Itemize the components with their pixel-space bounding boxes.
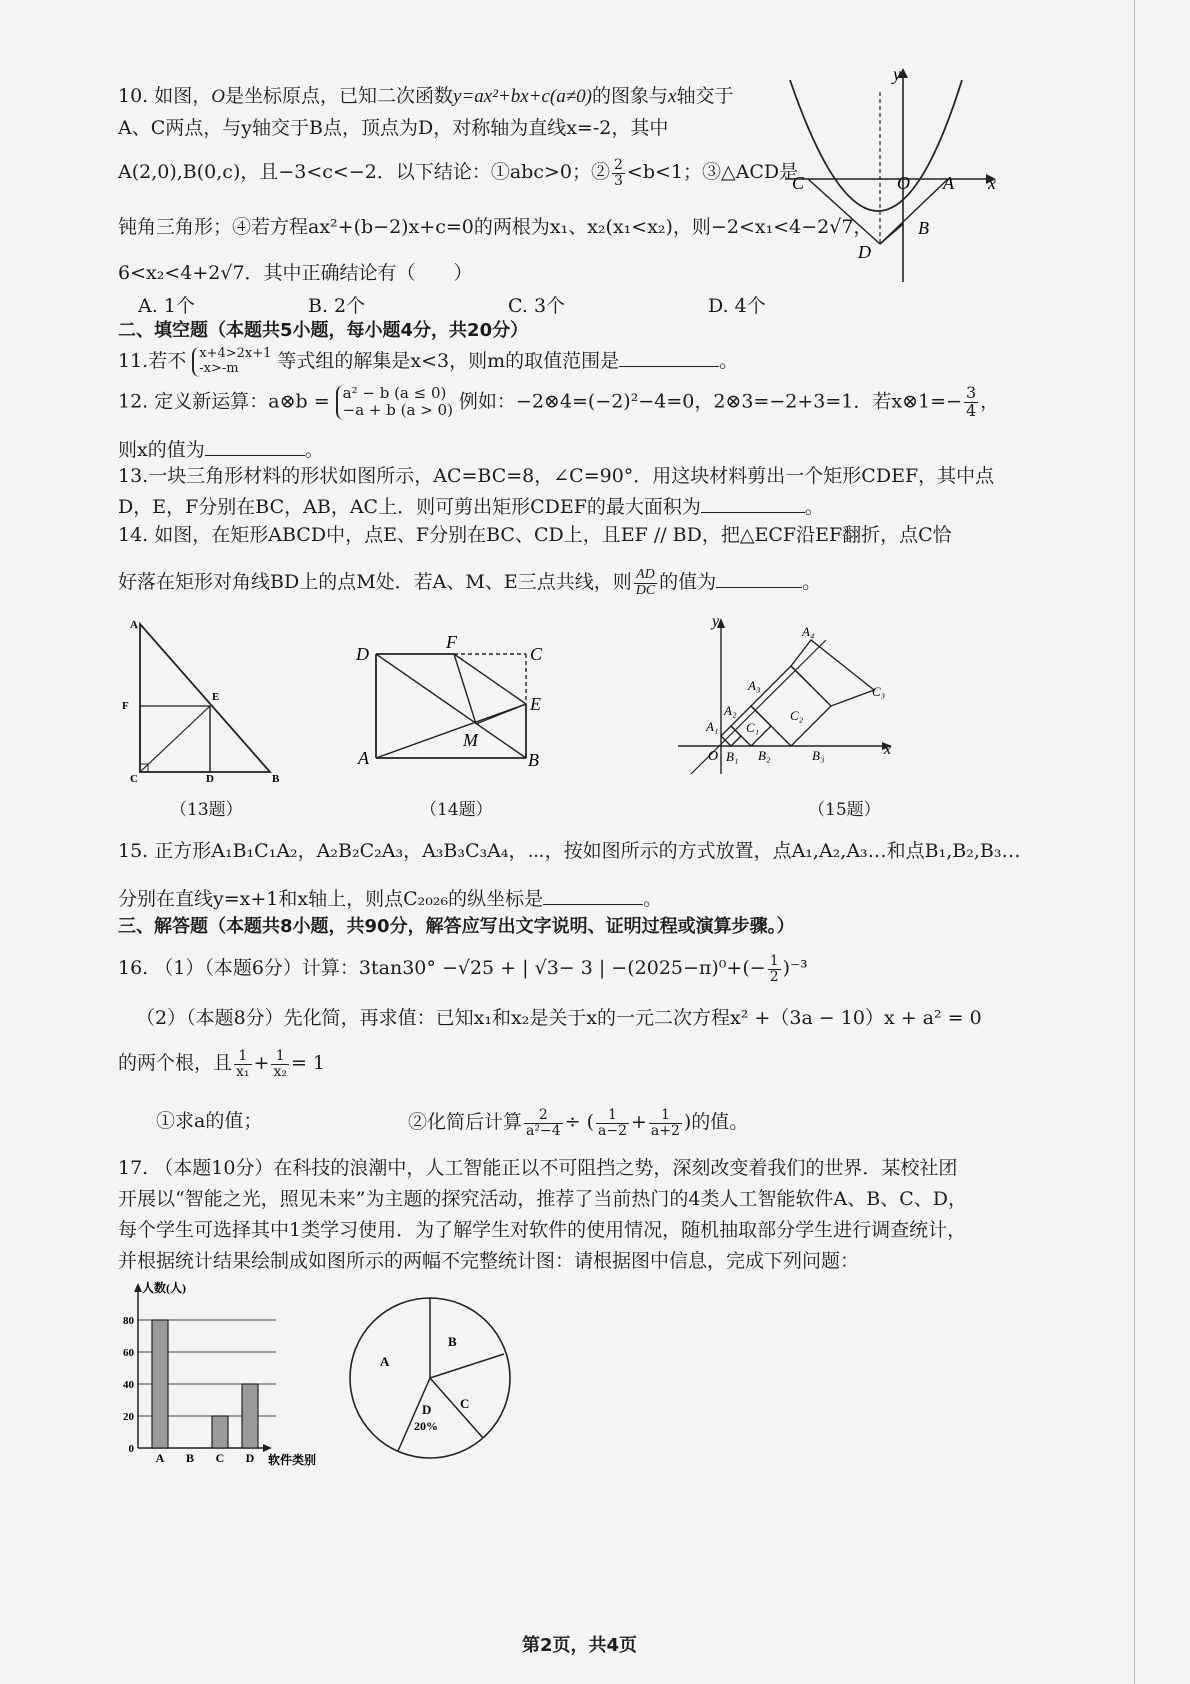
f13-label-a: A <box>130 619 138 631</box>
q10-parabola-figure <box>780 62 1010 287</box>
q15-squares-figure <box>676 612 906 777</box>
section-2-heading: 二、填空题（本题共5小题，每小题4分，共20分） <box>118 320 529 341</box>
f14-caption: （14题） <box>420 800 493 820</box>
bar-category-label-a: A <box>155 1451 165 1465</box>
q16-part1: 16. （1）（本题6分）计算：3tan30° −√25 + | √3− 3 | −(2025−π)⁰+(− $\frac{1}{2}$ )⁻³ <box>118 953 808 985</box>
q10-line5: 6<x₂<4+2√7．其中正确结论有（ ） <box>118 262 473 284</box>
bar-category-labels <box>156 1451 255 1465</box>
q10-option-c: C. 3个 <box>508 295 566 317</box>
q12-answer-blank[interactable] <box>205 437 305 456</box>
q17-bar-chart <box>108 1280 348 1470</box>
f15-label-a1: A₁ <box>706 719 719 734</box>
pie-label-c: C <box>460 1396 470 1411</box>
section-3-heading: 三、解答题（本题共8小题，共90分，解答应写出文字说明、证明过程或演算步骤。） <box>118 916 795 937</box>
f13-label-f: F <box>122 700 129 712</box>
q10-fig-label-c: C <box>792 173 805 193</box>
q17-pie-chart <box>342 1290 522 1470</box>
f14-label-d: D <box>356 644 369 664</box>
q13-line1: 13.一块三角形材料的形状如图所示，AC=BC=8，∠C=90°．用这块材料剪出一个矩形CDEF，其中点 <box>118 465 995 487</box>
f14-label-c: C <box>530 644 543 664</box>
f14-label-m: M <box>463 730 478 750</box>
bar-y-tick-label: 20 <box>123 1411 134 1423</box>
bar-y-axis-label: 人数(人) <box>142 1281 186 1295</box>
q11: 11.若不 x+4>2x+1 -x>-m 等式组的解集是x<3，则m的取值范围是 。 <box>118 346 739 376</box>
q17-line4: 并根据统计结果绘制成如图所示的两幅不完整统计图：请根据图中信息，完成下列问题： <box>118 1250 860 1272</box>
q10-fig-label-x: x <box>988 173 996 193</box>
pie-label-d: D <box>422 1402 432 1417</box>
pie-label-b: B <box>448 1334 457 1349</box>
f15-label-c1: C₁ <box>746 720 760 735</box>
q15-answer-blank[interactable] <box>543 886 643 905</box>
f15-label-a3: A₃ <box>748 678 761 693</box>
f15-label-o: O <box>708 749 719 764</box>
f15-label-b1: B₁ <box>726 749 739 764</box>
f15-caption: （15题） <box>808 800 881 820</box>
f15-label-y: y <box>712 613 720 630</box>
q15-line2: 分别在直线y=x+1和x轴上，则点C₂₀₂₆的纵坐标是 。 <box>118 888 663 910</box>
q13-line2: D，E，F分别在BC，AB，AC上．则可剪出矩形CDEF的最大面积为 。 <box>118 496 824 518</box>
f15-label-x: x <box>884 741 892 758</box>
bar-y-tick-label: 40 <box>123 1379 134 1391</box>
f14-label-b: B <box>528 750 539 770</box>
q16-sub2: ②化简后计算 $\frac{2}{\text{a²−4}}$ ÷ ( $\frac{1}{a-2}$ + $\frac{1}{a+2}$ )的值。 <box>408 1107 749 1139</box>
f14-label-f: F <box>446 632 457 652</box>
bar-c <box>212 1416 228 1448</box>
f15-label-a4: A₄ <box>802 624 815 639</box>
q13-answer-blank[interactable] <box>701 494 805 513</box>
q11-answer-blank[interactable] <box>619 348 719 367</box>
bar-d <box>242 1384 258 1448</box>
f13-label-e: E <box>212 691 220 703</box>
q10-line4: 钝角三角形；④若方程ax²+(b−2)x+c=0的两根为x₁、x₂(x₁<x₂)，则−2<x₁<4−2√7， <box>118 216 873 238</box>
f14-label-a: A <box>358 748 369 768</box>
q10-line2: A、C两点，与y轴交于B点，顶点为D，对称轴为直线x=-2，其中 <box>118 117 669 139</box>
q10-fig-label-d: D <box>858 242 871 262</box>
q10-fig-label-b: B <box>918 218 929 238</box>
q10-fig-label-a: A <box>943 173 954 193</box>
q10-option-d: D. 4个 <box>708 295 766 317</box>
f15-label-b2: B₂ <box>758 748 771 763</box>
f15-label-a2: A₂ <box>724 703 737 718</box>
q10-option-b: B. 2个 <box>308 295 366 317</box>
bar-category-label-d: D <box>245 1451 255 1465</box>
q17-line1: 17. （本题10分）在科技的浪潮中，人工智能正以不可阻挡之势，深刻改变着我们的世界．某校社团 <box>118 1157 958 1179</box>
bar-category-label-c: C <box>215 1451 225 1465</box>
f13-label-c: C <box>130 773 138 785</box>
bar-y-tick-label: 0 <box>128 1443 134 1455</box>
q10-fig-label-o: O <box>897 173 910 193</box>
q16-sub1: ①求a的值； <box>156 1110 263 1132</box>
q10-option-a: A. 1个 <box>138 295 195 317</box>
q14-rectangle-figure <box>350 626 550 776</box>
f14-label-e: E <box>530 694 541 714</box>
q10-line1: 10. 如图，O是坐标原点，已知二次函数y=ax²+bx+c(a≠0)的图象与x轴交于 <box>118 85 734 107</box>
q14-line1: 14. 如图，在矩形ABCD中，点E、F分别在BC、CD上，且EF // BD，把△ECF沿EF翻折，点C恰 <box>118 524 952 546</box>
q16-part2-cont: 的两个根，且 $\frac{1}{\text{x₁}}$ + $\frac{1}{\text{x₂}}$ = 1 <box>118 1048 326 1080</box>
f15-label-c3: C₃ <box>872 684 886 699</box>
f13-caption: （13题） <box>170 800 243 820</box>
q10-line3: A(2,0),B(0,c)，且−3<c<−2．以下结论：①abc>0；② $\frac{2}{3}$ <b<1；③△ACD是 <box>118 157 799 189</box>
q12-line2: 则x的值为 。 <box>118 439 324 461</box>
pie-divider-bc <box>430 1354 504 1378</box>
pie-label-a: A <box>380 1354 390 1369</box>
f13-label-d: D <box>206 773 214 785</box>
f13-label-b: B <box>272 773 280 785</box>
q14-line2: 好落在矩形对角线BD上的点M处．若A、M、E三点共线，则 $\frac{AD}{DC}$ 的值为 。 <box>118 567 822 598</box>
q14-answer-blank[interactable] <box>716 569 802 588</box>
q16-part2: （2）（本题8分）先化简，再求值：已知x₁和x₂是关于x的一元二次方程x² +（3a − 10）x + a² = 0 <box>136 1007 982 1029</box>
q17-line2: 开展以“智能之光，照见未来”为主题的探究活动，推荐了当前热门的4类人工智能软件A、B、C、D， <box>118 1188 967 1210</box>
page-footer: 第2页，共4页 <box>522 1635 638 1656</box>
bar-y-tick-label: 80 <box>123 1315 134 1327</box>
bar-y-ticks <box>123 1315 135 1455</box>
pie-annotation-d: 20% <box>414 1419 438 1433</box>
page-edge <box>1134 0 1135 1684</box>
f15-label-c2: C₂ <box>790 708 804 723</box>
bar-a <box>152 1320 168 1448</box>
q15-line1: 15. 正方形A₁B₁C₁A₂，A₂B₂C₂A₃，A₃B₃C₃A₄，⋯，按如图所示的方式放置，点A₁,A₂,A₃…和点B₁,B₂,B₃… <box>118 840 1021 862</box>
bar-category-label-b: B <box>185 1451 195 1465</box>
f15-label-b3: B₃ <box>812 748 825 763</box>
q17-line3: 每个学生可选择其中1类学习使用．为了解学生对软件的使用情况，随机抽取部分学生进行调查统计， <box>118 1219 967 1241</box>
bar-x-axis-label: 软件类别 <box>268 1453 317 1467</box>
q10-fig-label-y: y <box>893 64 901 84</box>
q12-line1: 12. 定义新运算：a⊗b = a² − b (a ≤ 0) −a + b (a > 0) 例如：−2⊗4=(−2)²−4=0，2⊗3=−2+3=1．若x⊗1=− $\frac{3}{4}$ ， <box>118 383 1000 420</box>
bar-y-tick-label: 60 <box>123 1347 134 1359</box>
q13-triangle-figure <box>118 612 288 787</box>
